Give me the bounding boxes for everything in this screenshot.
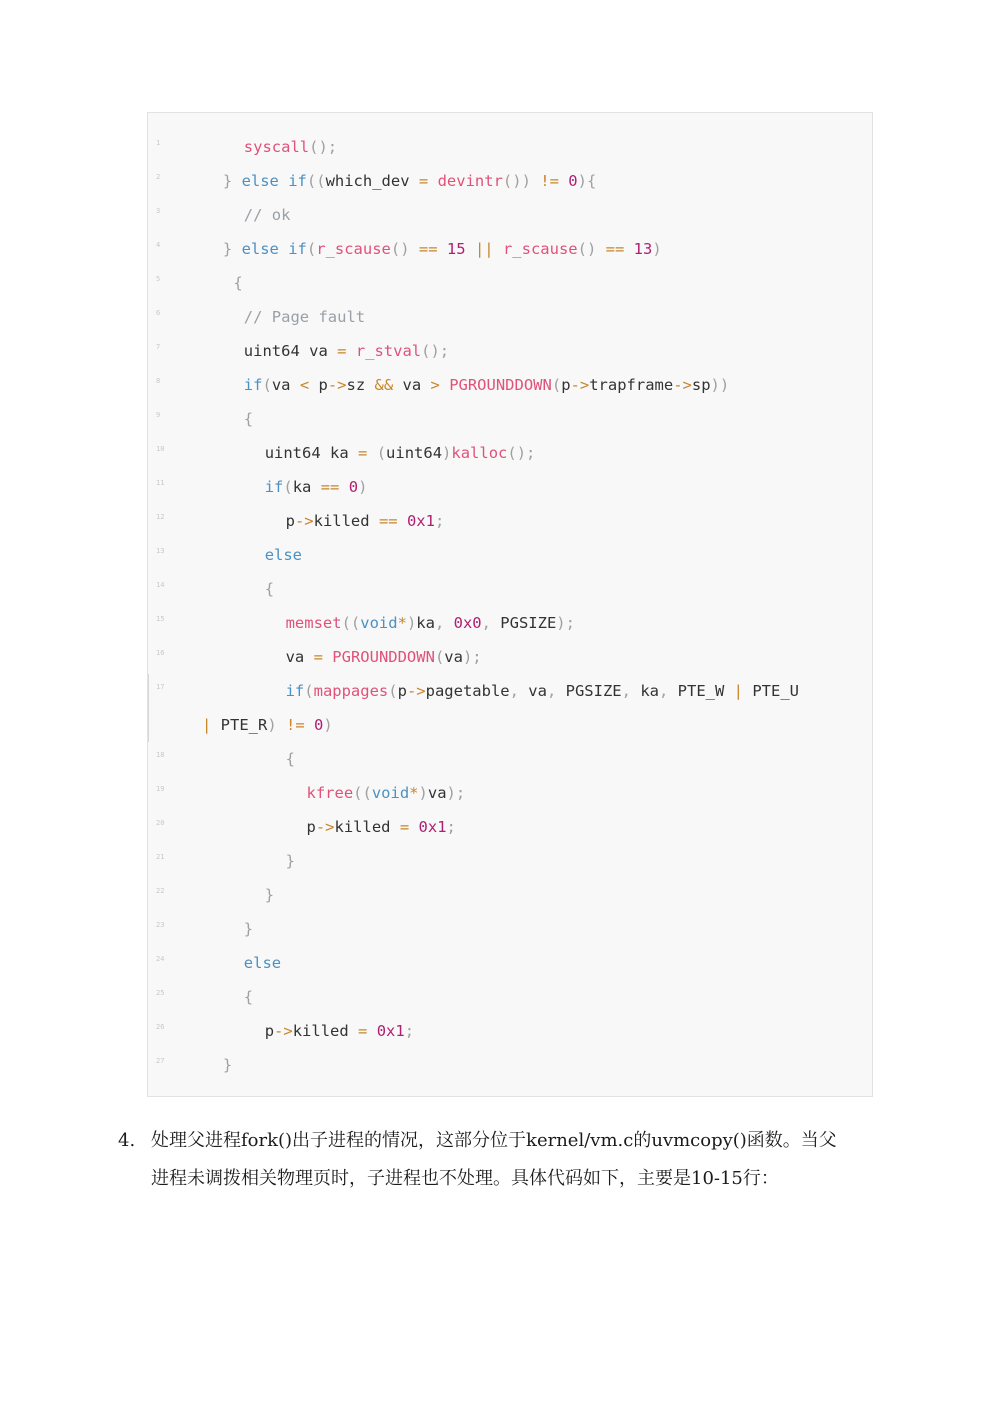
code-token: ); — [446, 784, 466, 802]
code-text — [286, 674, 799, 708]
code-token: p — [309, 376, 328, 394]
code-token: ( — [283, 478, 293, 496]
code-token — [398, 512, 407, 530]
code-token — [440, 376, 449, 394]
code-token: PGSIZE — [565, 682, 622, 700]
code-token: 13 — [633, 240, 653, 258]
code-token: p — [306, 818, 316, 836]
code-line — [148, 572, 872, 606]
code-text — [244, 980, 253, 1014]
code-token: -> — [406, 682, 426, 700]
code-token: )) — [710, 376, 730, 394]
line-number: 11 — [156, 479, 165, 487]
code-token: else if — [241, 240, 307, 258]
code-token: ( — [434, 648, 445, 666]
line-number: 13 — [156, 547, 165, 555]
code-token: && — [374, 376, 394, 394]
code-token: memset — [285, 614, 342, 632]
code-token: 0 — [314, 716, 324, 734]
code-token: == — [378, 512, 398, 530]
code-token: killed — [292, 1022, 359, 1040]
code-token: ) — [652, 240, 662, 258]
code-token — [428, 172, 437, 190]
code-token: sz — [346, 376, 375, 394]
code-token: ( — [551, 376, 562, 394]
code-token: | — [733, 682, 743, 700]
code-text — [307, 810, 456, 844]
code-token: killed — [334, 818, 400, 836]
code-token — [596, 240, 605, 258]
code-text — [223, 1048, 232, 1082]
code-token: if — [285, 682, 305, 700]
code-token: 0x1 — [406, 512, 435, 530]
code-text — [265, 1014, 414, 1048]
code-token: , — [621, 682, 641, 700]
code-token: ) — [267, 716, 277, 734]
code-token: va — [427, 784, 447, 802]
line-number: 27 — [156, 1057, 165, 1065]
code-token: 15 — [446, 240, 466, 258]
code-token: if — [264, 478, 284, 496]
code-token: = — [313, 648, 323, 666]
code-token: (( — [306, 172, 326, 190]
line-number: 9 — [156, 411, 161, 419]
code-text — [265, 436, 536, 470]
code-token: sp — [691, 376, 711, 394]
code-token: { — [243, 410, 254, 428]
code-token: PTE_W — [677, 682, 734, 700]
code-line — [148, 980, 872, 1014]
line-number: 23 — [156, 921, 165, 929]
line-number: 1 — [156, 139, 161, 147]
code-token — [494, 240, 503, 258]
code-line — [148, 334, 872, 368]
code-token: r_scause — [316, 240, 391, 258]
code-text — [286, 844, 295, 878]
code-token: if — [243, 376, 263, 394]
code-text — [244, 368, 729, 402]
code-token: { — [243, 988, 254, 1006]
code-token: // ok — [243, 206, 291, 224]
code-text — [265, 470, 368, 504]
code-token: // Page fault — [243, 308, 366, 326]
paragraph-line-1: 处理父进程fork()出子进程的情况，这部分位于kernel/vm.c的uvmcopy()函数。当父 — [151, 1130, 837, 1151]
code-line — [148, 1014, 872, 1048]
code-line-continuation — [148, 708, 872, 742]
code-token: { — [233, 274, 243, 292]
code-token: (); — [309, 138, 338, 156]
code-token: (); — [421, 342, 450, 360]
code-token: } — [222, 1056, 233, 1074]
wrap-gutter-bar — [148, 674, 149, 742]
code-token — [367, 444, 376, 462]
paragraph-line-2: 进程未调拨相关物理页时，子进程也不处理。具体代码如下，主要是10-15行： — [151, 1168, 779, 1189]
line-number: 16 — [156, 649, 165, 657]
code-text — [223, 232, 662, 266]
code-token: != — [540, 172, 559, 190]
code-token: , — [546, 682, 566, 700]
code-token: , — [481, 614, 501, 632]
line-number: 4 — [156, 241, 161, 249]
code-token: ; — [404, 1022, 415, 1040]
code-text — [244, 130, 337, 164]
code-token: } — [222, 240, 242, 258]
code-token: != — [286, 716, 305, 734]
code-token: p — [561, 376, 571, 394]
code-token — [531, 172, 540, 190]
code-token: va — [528, 682, 547, 700]
line-number: 5 — [156, 275, 161, 283]
code-token: va — [444, 648, 463, 666]
code-token: -> — [327, 376, 347, 394]
code-token: va — [393, 376, 431, 394]
code-token: { — [264, 580, 275, 598]
line-number: 21 — [156, 853, 165, 861]
code-token: * — [409, 784, 419, 802]
line-number: 22 — [156, 887, 165, 895]
code-token: ( — [306, 240, 317, 258]
code-token: ) — [323, 716, 333, 734]
code-token: () — [577, 240, 597, 258]
code-block — [147, 112, 873, 1097]
code-token: || — [474, 240, 494, 258]
code-token: -> — [294, 512, 314, 530]
code-token: syscall — [243, 138, 310, 156]
code-line — [148, 912, 872, 946]
line-number: 19 — [156, 785, 165, 793]
code-token: , — [509, 682, 529, 700]
code-line — [148, 742, 872, 776]
code-line — [148, 504, 872, 538]
code-token: (); — [507, 444, 536, 462]
code-token: 0 — [568, 172, 578, 190]
code-token: -> — [570, 376, 590, 394]
code-line — [148, 844, 872, 878]
code-token — [323, 648, 332, 666]
code-token: < — [299, 376, 310, 394]
code-token: mappages — [313, 682, 389, 700]
code-token: == — [320, 478, 340, 496]
code-token: va — [285, 648, 314, 666]
code-token: kalloc — [451, 444, 508, 462]
code-text — [244, 198, 291, 232]
code-token: ) — [418, 784, 428, 802]
line-number: 17 — [156, 683, 165, 691]
line-number: 7 — [156, 343, 161, 351]
code-token — [559, 172, 568, 190]
code-line — [148, 776, 872, 810]
code-line — [148, 538, 872, 572]
code-token — [367, 1022, 376, 1040]
code-token: 0 — [348, 478, 359, 496]
code-token — [409, 818, 418, 836]
list-number: 4. — [118, 1130, 136, 1151]
code-text — [233, 266, 242, 300]
code-line — [148, 470, 872, 504]
line-number: 25 — [156, 989, 165, 997]
code-token: kfree — [306, 784, 354, 802]
code-token: trapframe — [589, 376, 674, 394]
code-text — [286, 504, 445, 538]
code-token: ) — [442, 444, 452, 462]
code-token: ()) — [502, 172, 531, 190]
code-token: void — [360, 614, 398, 632]
code-line — [148, 878, 872, 912]
code-line — [148, 368, 872, 402]
code-token — [624, 240, 633, 258]
code-text — [202, 708, 333, 742]
code-token: uint64 va — [243, 342, 338, 360]
code-token: } — [264, 886, 275, 904]
code-token: PTE_U — [743, 682, 799, 700]
code-text — [286, 606, 575, 640]
code-token: ; — [434, 512, 445, 530]
code-token — [339, 478, 348, 496]
line-number: 15 — [156, 615, 165, 623]
code-token: ) — [406, 614, 417, 632]
code-token: PGSIZE — [500, 614, 557, 632]
code-token: = — [418, 172, 429, 190]
code-token: , — [658, 682, 678, 700]
code-token: else — [264, 546, 303, 564]
line-number: 20 — [156, 819, 165, 827]
code-token: (( — [341, 614, 361, 632]
code-token: } — [222, 172, 242, 190]
code-token: } — [243, 920, 254, 938]
code-token: else — [243, 954, 282, 972]
line-number: 6 — [156, 309, 161, 317]
code-token: ( — [262, 376, 272, 394]
code-text — [244, 946, 281, 980]
code-token — [346, 342, 355, 360]
code-text — [244, 300, 365, 334]
code-token: p — [285, 512, 295, 530]
code-token — [410, 240, 419, 258]
code-token — [305, 716, 314, 734]
code-token: -> — [315, 818, 335, 836]
code-token: 0x0 — [453, 614, 482, 632]
list-item-paragraph — [118, 1122, 878, 1198]
code-token: 0x1 — [418, 818, 447, 836]
code-token: which_dev — [325, 172, 419, 190]
code-token: > — [430, 376, 440, 394]
line-number: 2 — [156, 173, 161, 181]
code-token — [438, 240, 447, 258]
code-token: ); — [462, 648, 482, 666]
line-number: 18 — [156, 751, 165, 759]
code-token: PGROUNDDOWN — [332, 648, 435, 666]
code-token: else if — [241, 172, 307, 190]
code-token: r_scause — [502, 240, 578, 258]
code-token: == — [418, 240, 438, 258]
line-number: 8 — [156, 377, 161, 385]
code-text — [244, 334, 449, 368]
code-line — [148, 640, 872, 674]
code-token: () — [390, 240, 410, 258]
code-token: p — [264, 1022, 275, 1040]
code-token: p — [397, 682, 407, 700]
code-token: , — [434, 614, 454, 632]
line-number: 26 — [156, 1023, 165, 1031]
code-token: ka — [640, 682, 659, 700]
code-line — [148, 232, 872, 266]
code-token: ka — [292, 478, 321, 496]
code-line — [148, 300, 872, 334]
line-number: 12 — [156, 513, 165, 521]
code-token: killed — [313, 512, 379, 530]
code-line — [148, 674, 872, 708]
code-token: PGROUNDDOWN — [449, 376, 552, 394]
code-line — [148, 1048, 872, 1082]
line-number: 14 — [156, 581, 165, 589]
code-token: | — [202, 716, 212, 734]
code-text — [244, 912, 253, 946]
code-token: ( — [388, 682, 398, 700]
code-token: ) — [358, 478, 368, 496]
code-token: va — [271, 376, 300, 394]
code-token: = — [358, 1022, 368, 1040]
code-token: { — [285, 750, 295, 768]
code-token: = — [358, 444, 368, 462]
code-token: void — [371, 784, 410, 802]
code-token: ( — [376, 444, 387, 462]
code-token: ); — [556, 614, 575, 632]
code-token: uint64 ka — [264, 444, 359, 462]
line-number: 24 — [156, 955, 165, 963]
code-token: pagetable — [425, 682, 510, 700]
code-line — [148, 266, 872, 300]
code-token: ka — [416, 614, 435, 632]
code-text — [286, 640, 482, 674]
code-text — [265, 538, 302, 572]
code-token: 0x1 — [376, 1022, 405, 1040]
code-line — [148, 946, 872, 980]
code-text — [265, 572, 274, 606]
code-token: -> — [673, 376, 692, 394]
code-token: ){ — [577, 172, 597, 190]
code-token: devintr — [437, 172, 503, 190]
code-token: r_stval — [355, 342, 422, 360]
code-token: ( — [304, 682, 314, 700]
code-token: PTE_R — [211, 716, 268, 734]
code-text — [265, 878, 274, 912]
code-line — [148, 436, 872, 470]
code-text — [307, 776, 466, 810]
code-token: } — [285, 852, 295, 870]
code-token: -> — [274, 1022, 293, 1040]
line-number: 3 — [156, 207, 161, 215]
code-line — [148, 198, 872, 232]
code-token: = — [399, 818, 410, 836]
line-number: 10 — [156, 445, 165, 453]
code-token: * — [397, 614, 407, 632]
code-token — [277, 716, 286, 734]
code-line — [148, 606, 872, 640]
code-token: uint64 — [386, 444, 443, 462]
code-token — [466, 240, 475, 258]
code-text — [244, 402, 253, 436]
code-text — [286, 742, 295, 776]
code-line — [148, 164, 872, 198]
code-line — [148, 402, 872, 436]
code-token: = — [337, 342, 347, 360]
code-token: ; — [446, 818, 456, 836]
code-token: == — [605, 240, 625, 258]
code-line — [148, 810, 872, 844]
code-token: (( — [353, 784, 372, 802]
code-text — [223, 164, 596, 198]
code-line — [148, 130, 872, 164]
